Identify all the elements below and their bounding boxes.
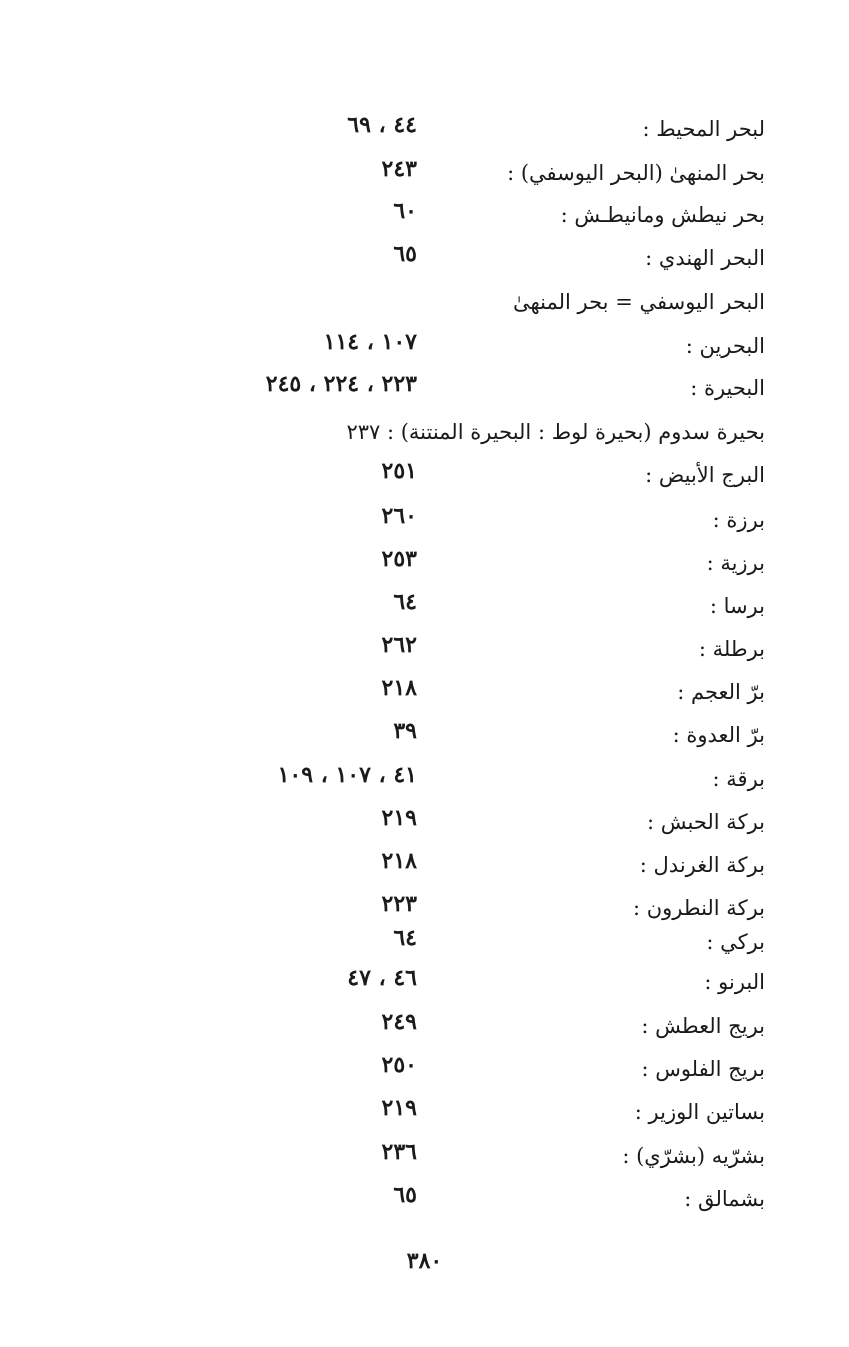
index-entry — [0, 373, 849, 413]
entry-term: بحيرة سدوم (بحيرة لوط : البحيرة المنتنة) : ٢٣٧ — [346, 420, 765, 444]
index-entry — [0, 243, 849, 283]
entry-pages: ٦٠ — [393, 198, 417, 224]
entry-pages: ٤١ ، ١٠٧ ، ١٠٩ — [277, 762, 417, 788]
index-entry — [0, 114, 849, 154]
entry-pages: ٦٤ — [393, 589, 417, 615]
index-entry — [0, 1011, 849, 1051]
entry-term: بحر نيطش ومانيطـش : — [560, 203, 765, 227]
index-entry — [0, 677, 849, 717]
index-entry — [0, 505, 849, 545]
entry-term: البحر اليوسفي = بحر المنهىٰ — [512, 290, 765, 314]
entry-term: برزة : — [712, 508, 765, 532]
entry-pages: ٤٤ ، ٦٩ — [347, 112, 417, 138]
index-entry — [0, 331, 849, 371]
entry-term: برّ العدوة : — [672, 723, 765, 747]
entry-term: برّ العجم : — [677, 680, 765, 704]
entry-pages: ٣٩ — [393, 718, 417, 744]
entry-pages: ٢٢٣ — [381, 891, 417, 917]
entry-pages: ٢٥٣ — [381, 546, 417, 572]
index-entry — [0, 1054, 849, 1094]
entry-term: البحر الهندي : — [645, 246, 765, 270]
entry-term: بشرّيه (بشرّي) : — [622, 1144, 765, 1168]
index-entry — [0, 967, 849, 1007]
index-entry — [0, 927, 849, 967]
index-entry — [0, 720, 849, 760]
entry-pages: ٢١٩ — [381, 1095, 417, 1121]
entry-term: بريج العطش : — [641, 1014, 765, 1038]
entry-term: بشمالق : — [684, 1187, 765, 1211]
index-entry — [0, 287, 849, 327]
entry-term: بحر المنهىٰ (البحر اليوسفي) : — [507, 161, 765, 185]
entry-pages: ٢١٨ — [381, 848, 417, 874]
index-entry — [0, 850, 849, 890]
entry-pages: ٢١٩ — [381, 805, 417, 831]
entry-term: بركة الغرندل : — [639, 853, 765, 877]
index-entry — [0, 417, 849, 457]
index-entry — [0, 460, 849, 500]
entry-term: بساتين الوزير : — [634, 1100, 765, 1124]
entry-term: بركة النطرون : — [632, 896, 765, 920]
entry-pages: ٢٥١ — [381, 458, 417, 484]
index-entry — [0, 548, 849, 588]
entry-term: برزية : — [706, 551, 765, 575]
index-entry — [0, 1184, 849, 1224]
entry-term: البحرين : — [685, 334, 765, 358]
entry-pages: ٢٦٢ — [381, 632, 417, 658]
entry-term: بريج الفلوس : — [641, 1057, 765, 1081]
entry-pages: ١٠٧ ، ١١٤ — [323, 329, 417, 355]
entry-pages: ٢٢٣ ، ٢٢٤ ، ٢٤٥ — [265, 371, 417, 397]
index-entry — [0, 764, 849, 804]
entry-term: برسا : — [709, 594, 765, 618]
index-entry — [0, 200, 849, 240]
entry-pages: ٢٥٠ — [381, 1052, 417, 1078]
entry-term: البحيرة : — [690, 376, 765, 400]
entry-pages: ٦٥ — [393, 1182, 417, 1208]
index-entry — [0, 1141, 849, 1181]
index-entry — [0, 158, 849, 198]
index-entry — [0, 807, 849, 847]
index-entry — [0, 634, 849, 674]
page-number: ٣٨٠ — [406, 1248, 443, 1274]
entry-pages: ٦٤ — [393, 925, 417, 951]
entry-term: برطلة : — [698, 637, 765, 661]
entry-term: لبحر المحيط : — [642, 117, 765, 141]
index-entry — [0, 591, 849, 631]
entry-term: بركي : — [706, 930, 765, 954]
index-entry — [0, 1097, 849, 1137]
entry-pages: ٢٤٣ — [381, 156, 417, 182]
entry-pages: ٢٦٠ — [381, 503, 417, 529]
entry-term: بركة الحبش : — [646, 810, 765, 834]
entry-term: البرج الأبيض : — [645, 463, 765, 487]
entry-pages: ٢٣٦ — [381, 1139, 417, 1165]
entry-term: برقة : — [712, 767, 765, 791]
entry-pages: ٢٤٩ — [381, 1009, 417, 1035]
entry-term: البرنو : — [704, 970, 765, 994]
entry-pages: ٦٥ — [393, 241, 417, 267]
entry-pages: ٤٦ ، ٤٧ — [347, 965, 417, 991]
entry-pages: ٢١٨ — [381, 675, 417, 701]
